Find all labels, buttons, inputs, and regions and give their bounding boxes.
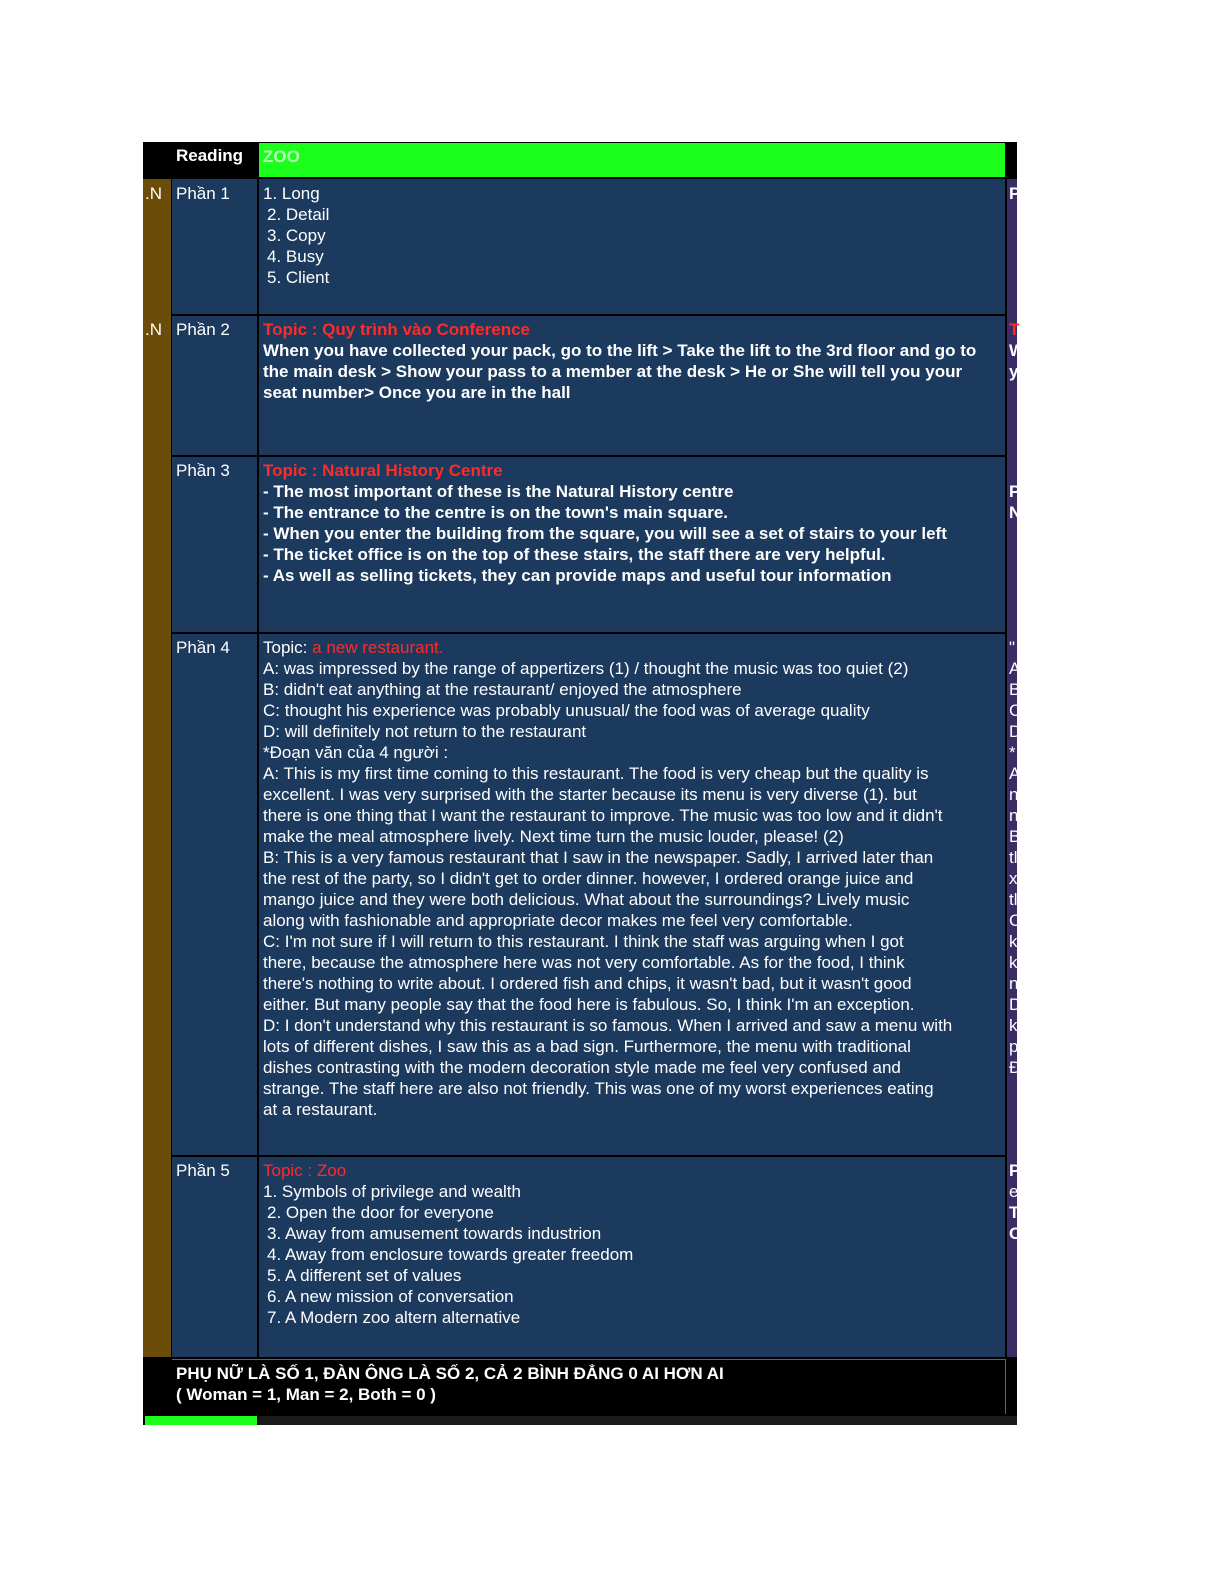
part5-label: Phần 5 [176,1161,230,1180]
part4-label-cell[interactable] [172,634,257,1155]
part5-topic: Topic : Zoo [263,1161,347,1180]
part4-line: dishes contrasting with the modern decoration style made me feel very confused and [263,1058,901,1077]
right-edge-text: P [1009,1161,1021,1180]
part4-line: either. But many people say that the food here is fabulous. So, I think I'm an exception. [263,995,915,1014]
part3-line: - The entrance to the centre is on the town's main square. [263,503,729,522]
right-edge-text: n [1009,974,1019,993]
header-zoo-cell[interactable] [259,143,1005,177]
right-edge-text: Đ [1009,1058,1022,1077]
part4-line: D: will definitely not return to the restaurant [263,722,587,741]
right-edge-text: e [1009,1182,1019,1201]
right-edge-text: P [1009,482,1021,501]
part4-line: at a restaurant. [263,1100,378,1119]
part5-label-cell[interactable] [172,1157,257,1357]
part4-line: B: didn't eat anything at the restaurant/ enjoyed the atmosphere [263,680,742,699]
part4-line: along with fashionable and appropriate decor makes me feel very comfortable. [263,911,853,930]
part4-line: strange. The staff here are also not friendly. This was one of my worst experiences eating [263,1079,934,1098]
part1-content-cell[interactable] [259,179,1005,314]
part4-line: there is one thing that I want the restaurant to improve. The music was too low and it didn't [263,806,943,825]
part2-line: When you have collected your pack, go to the lift > Take the lift to the 3rd floor and go to [263,341,977,360]
part2-topic: Topic : Quy trình vào Conference [263,320,530,339]
part2-line: seat number> Once you are in the hall [263,383,571,402]
right-edge-text: N [1009,503,1022,522]
part5-content-cell[interactable] [259,1157,1005,1357]
part4-content-cell[interactable] [259,634,1005,1155]
part2-content-cell[interactable] [259,316,1005,455]
right-edge-text: D [1009,722,1022,741]
right-edge-text: C [1009,911,1022,930]
right-edge-text: B [1009,680,1021,699]
part5-item: 7. A Modern zoo altern alternative [267,1308,521,1327]
right-edge-text: k [1009,953,1018,972]
part4-line: there's nothing to write about. I ordered fish and chips, it wasn't bad, but it wasn't good [263,974,912,993]
header-right-cell [1007,142,1017,177]
part4-topic-prefix: Topic: [263,638,313,657]
part4-line: A: This is my first time coming to this restaurant. The food is very cheap but the quality is [263,764,929,783]
part5-item: 3. Away from amusement towards industrion [267,1224,602,1243]
part5-item: 6. A new mission of conversation [267,1287,514,1306]
part3-content-cell[interactable] [259,457,1005,632]
right-edge-text: T [1009,1203,1020,1222]
part3-line: - As well as selling tickets, they can provide maps and useful tour information [263,566,892,585]
right-edge-text: C [1009,701,1022,720]
right-edge-text: p [1009,1037,1019,1056]
part4-line: the rest of the party, so I didn't get to order dinner. however, I ordered orange juice and [263,869,914,888]
right-edge-text: T [1009,320,1020,339]
part4-label: Phần 4 [176,638,230,657]
footer-right-cell [1005,1359,1017,1414]
right-edge-text: n [1009,806,1019,825]
part5-item: 4. Away from enclosure towards greater freedom [267,1245,634,1264]
right-edge-text: tl [1009,848,1018,867]
part3-line: - When you enter the building from the square, you will see a set of stairs to your left [263,524,947,543]
right-edge-text: D [1009,995,1022,1014]
part2-label: Phần 2 [176,320,230,339]
next-row-green-cell [145,1416,257,1425]
right-edge-text: A [1009,764,1021,783]
part4-line: B: This is a very famous restaurant that I saw in the newspaper. Sadly, I arrived later than [263,848,934,867]
part3-label: Phần 3 [176,461,230,480]
part3-line: - The ticket office is on the top of these stairs, the staff there are very helpful. [263,545,886,564]
part1-item: 4. Busy [267,247,324,266]
part3-label-cell[interactable] [172,457,257,632]
part4-line: C: I'm not sure if I will return to this restaurant. I think the staff was arguing when I got [263,932,904,951]
right-edge-text: * [1009,743,1016,762]
part1-item: 5. Client [267,268,330,287]
left-edge-text-2: .N [145,320,162,339]
right-edge-text: P [1009,184,1021,203]
part1-item: 1. Long [263,184,320,203]
right-edge-text: x [1009,869,1018,888]
part4-line: D: I don't understand why this restaurant is so famous. When I arrived and saw a menu with [263,1016,953,1035]
part4-line: mango juice and they were both delicious. What about the surroundings? Lively music [263,890,910,909]
part5-item: 2. Open the door for everyone [267,1203,494,1222]
part4-line: A: was impressed by the range of appertizers (1) / thought the music was too quiet (2) [263,659,909,678]
right-edge-text: n [1009,785,1019,804]
right-edge-text: C [1009,1224,1022,1243]
left-edge-text-1: .N [145,184,162,203]
part1-label: Phần 1 [176,184,230,203]
footer-line-1: PHỤ NỮ LÀ SỐ 1, ĐÀN ÔNG LÀ SỐ 2, CẢ 2 BÌNH ĐẲNG 0 AI HƠN AI [176,1364,724,1383]
right-edge-text: A [1009,659,1021,678]
header-left-cell [143,142,171,177]
part1-label-cell[interactable] [172,179,257,314]
part1-item: 2. Detail [267,205,330,224]
right-column [1007,179,1026,1357]
zoo-label: ZOO [263,147,300,166]
part3-line: - The most important of these is the Natural History centre [263,482,734,501]
part3-topic: Topic : Natural History Centre [263,461,503,480]
part4-line: excellent. I was very surprised with the starter because its menu is very diverse (1). but [263,785,917,804]
part4-line: make the meal atmosphere lively. Next time turn the music louder, please! (2) [263,827,844,846]
part2-line: the main desk > Show your pass to a member at the desk > He or She will tell you your [263,362,963,381]
footer-line-2: ( Woman = 1, Man = 2, Both = 0 ) [176,1385,436,1404]
part1-item: 3. Copy [267,226,326,245]
part5-item: 5. A different set of values [267,1266,462,1285]
footer-note-cell[interactable] [172,1359,1005,1414]
right-edge-text: k [1009,1016,1018,1035]
part4-line: C: thought his experience was probably unusual/ the food was of average quality [263,701,870,720]
right-edge-text: W [1009,341,1026,360]
part4-line: there, because the atmosphere here was not very comfortable. As for the food, I think [263,953,905,972]
part4-topic-line [263,637,1005,658]
left-column [143,179,171,1357]
spreadsheet [143,142,1026,1425]
header-reading-cell[interactable] [172,142,257,177]
part4-topic: a new restaurant. [312,638,444,657]
next-row-cell [259,1416,1017,1425]
part5-item: 1. Symbols of privilege and wealth [263,1182,521,1201]
right-edge-text: y [1009,362,1019,381]
part4-line: *Đoạn văn của 4 người : [263,743,449,762]
right-edge-text: B [1009,827,1021,846]
part2-label-cell[interactable] [172,316,257,455]
part4-line: lots of different dishes, I saw this as a bad sign. Furthermore, the menu with traditional [263,1037,911,1056]
reading-label: Reading [176,146,244,165]
right-edge-text: k [1009,932,1018,951]
right-edge-text: " [1009,638,1016,657]
right-edge-text: tl [1009,890,1018,909]
